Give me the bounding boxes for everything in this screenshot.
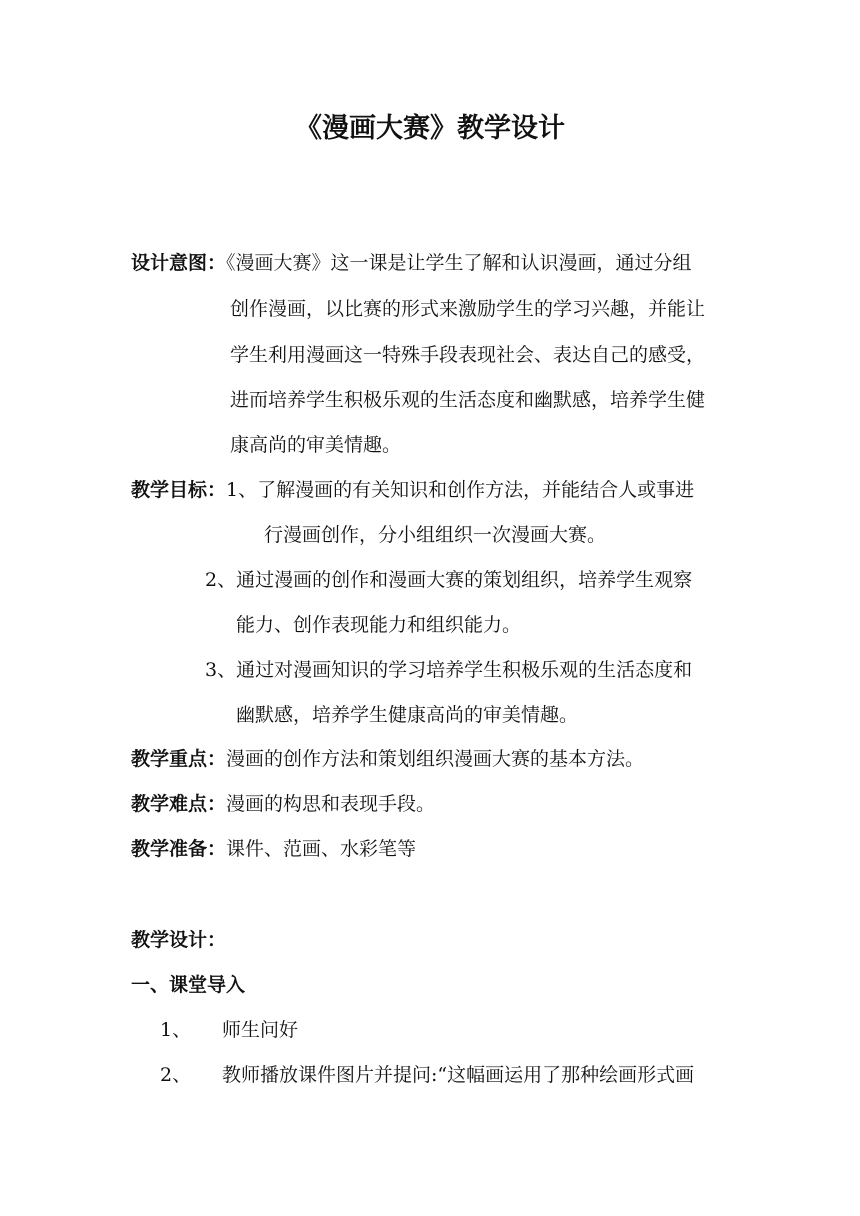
objectives-row — [131, 478, 694, 502]
objective-item-continuation: 行漫画创作，分小组组织一次漫画大赛。 — [264, 524, 607, 546]
preparation-label: 教学准备： — [131, 838, 227, 860]
objective-item: 1、了解漫画的有关知识和创作方法，并能结合人或事进 — [226, 479, 695, 501]
objective-item-continuation: 幽默感，培养学生健康高尚的审美情趣。 — [236, 704, 579, 726]
step-number: 2、 — [160, 1064, 192, 1086]
design-intent-label: 设计意图： — [131, 252, 227, 274]
difficulties-row — [131, 792, 435, 816]
design-intent-line: 《漫画大赛》这一课是让学生了解和认识漫画，通过分组 — [226, 252, 692, 274]
design-intent-line: 创作漫画，以比赛的形式来激励学生的学习兴趣，并能让 — [230, 298, 706, 320]
preparation-row — [131, 837, 416, 861]
step-text: 师生问好 — [222, 1019, 299, 1041]
design-heading: 教学设计： — [131, 929, 227, 951]
document-title: 《漫画大赛》教学设计 — [295, 113, 565, 144]
difficulties-text: 漫画的构思和表现手段。 — [226, 793, 436, 815]
design-intent-line: 康高尚的审美情趣。 — [230, 434, 402, 456]
design-intent-line: 进而培养学生积极乐观的生活态度和幽默感，培养学生健 — [230, 389, 706, 411]
difficulties-label: 教学难点： — [131, 793, 227, 815]
objective-item: 3、通过对漫画知识的学习培养学生积极乐观的生活态度和 — [205, 659, 693, 681]
design-intent-row — [131, 251, 692, 275]
key-points-text: 漫画的创作方法和策划组织漫画大赛的基本方法。 — [226, 748, 645, 770]
objective-item-continuation: 能力、创作表现能力和组织能力。 — [236, 614, 522, 636]
step-number: 1、 — [160, 1019, 192, 1041]
design-intent-line: 学生利用漫画这一特殊手段表现社会、表达自己的感受， — [230, 344, 706, 366]
objective-item: 2、通过漫画的创作和漫画大赛的策划组织，培养学生观察 — [205, 569, 693, 591]
step-text: 教师播放课件图片并提问:“这幅画运用了那种绘画形式画 — [222, 1064, 695, 1086]
key-points-label: 教学重点： — [131, 748, 227, 770]
objectives-label: 教学目标： — [131, 479, 227, 501]
step-row — [160, 1063, 694, 1087]
section-heading: 一、课堂导入 — [131, 974, 246, 996]
step-row — [160, 1018, 298, 1042]
preparation-text: 课件、范画、水彩笔等 — [226, 838, 417, 860]
key-points-row — [131, 747, 644, 771]
